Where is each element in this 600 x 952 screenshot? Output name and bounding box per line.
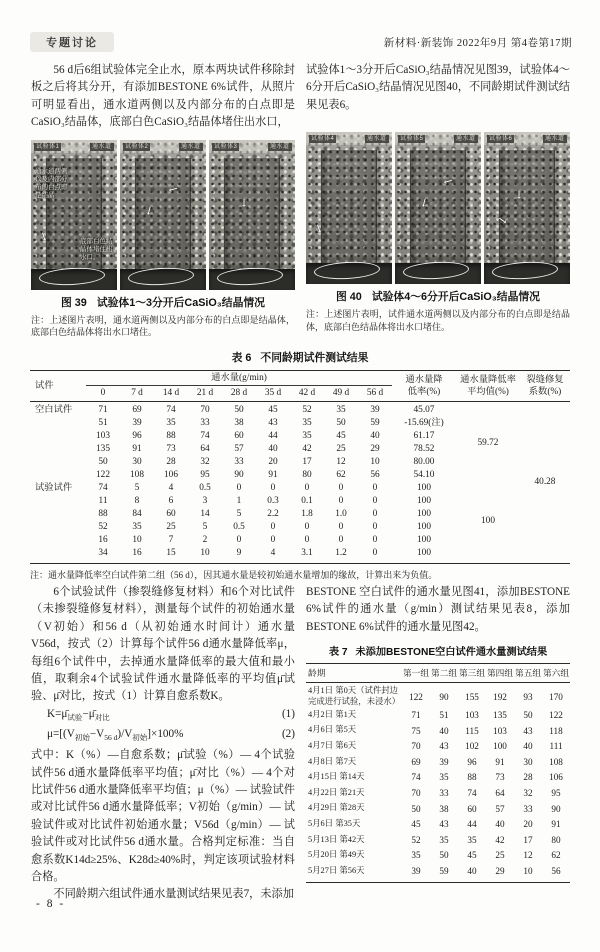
group-label-blank: 空白试件	[35, 405, 73, 415]
table-row: 122 108 106 95 90 91 80 62 56 54.10	[96, 470, 435, 480]
specimen-photo	[484, 132, 570, 284]
water-channel-region	[224, 158, 281, 269]
table-row: 16 10 7 2 0 0 0 0 0 100	[98, 535, 431, 545]
figure-40	[306, 132, 570, 334]
table-row: 5月13日 第42天 52 35 35 42 17 80	[308, 834, 561, 845]
photo-label-chip-left: 试验体6	[489, 136, 513, 143]
table-6	[30, 350, 570, 581]
age-label: 4月2日 第1天	[308, 709, 357, 719]
table-7-body	[306, 683, 570, 883]
figure-39-caption: 图 39 试验体1～3分开后CaSiO₃结晶情况	[61, 296, 265, 309]
table-6-header	[30, 370, 570, 402]
photo-label-chip-right: 通水道	[543, 135, 567, 143]
equation-1-expression: $K=\mū_{试验}-\mū_{对比}$	[47, 707, 110, 723]
age-tick: 0	[100, 388, 106, 398]
table-row: 4月29日 第28天 50 38 60 57 33 90	[308, 803, 561, 814]
table-row: 4月6日 第5天 75 40 115 103 43 118	[308, 725, 563, 736]
age-tick: 56 d	[366, 388, 384, 398]
column-bottom-left	[31, 584, 295, 904]
page-number: - 8 -	[36, 898, 66, 910]
age-label: 4月15日 第14天	[308, 772, 365, 782]
figure-40-caption: 图 40 试验体4～6分开后CaSiO₃结晶情况	[336, 291, 540, 304]
equation-1	[31, 706, 295, 727]
age-label: 4月29日 第28天	[308, 803, 365, 813]
table-row: 34 16 15 10 9 4 3.1 1.2 0 100	[98, 548, 431, 558]
column-top-left	[31, 62, 295, 348]
table-row: 71 69 74 70 50 45 52 35 39 45.07	[98, 405, 435, 415]
age-label: 5月6日 第35天	[308, 818, 361, 828]
equation-2	[31, 726, 295, 747]
photo-label-chip-left: 试验体5	[400, 136, 424, 143]
table-row: 135 91 73 64 57 40 42 25 29 78.52	[96, 444, 435, 454]
annotation-arrow-icon: ↘	[511, 187, 527, 203]
column-header-group: 第二组	[430, 668, 458, 679]
age-label: 5月13日 第42天	[308, 834, 365, 844]
figure-40-photos	[306, 132, 570, 284]
age-label: 5月27日 第56天	[308, 865, 365, 875]
group1-average-value: 59.72	[477, 438, 499, 448]
photo-label-chip-right: 通水道	[179, 143, 203, 151]
age-tick: 14 d	[162, 388, 180, 398]
table-row: 4月15日 第14天 74 35 88 73 28 106	[308, 772, 563, 783]
repair-coefficient-value: 40.28	[534, 477, 556, 487]
table-row: 52 35 25 5 0.5 0 0 0 0 100	[98, 522, 431, 532]
table-row: 4月8日 第7天 69 39 96 91 30 108	[308, 756, 563, 767]
paragraph-intro-right: 试验体1～3分开后CaSiO₃结晶情况见图39，试验体4～6分开后CaSiO₃结晶情况见图40，不同龄期试件测试结果见表6。	[306, 64, 570, 111]
photo-label-chip-right: 通水道	[90, 143, 114, 151]
figure-39	[31, 140, 295, 340]
photo-annotation: 通水道两侧以及内部分布的白点即是结晶	[35, 167, 68, 199]
paragraph-intro-left: 56 d后6组试验体完全止水，原本两块试件移除封板之后将其分开，有添加BESTONE 6%试件，从照片可明显看出，通水道两侧以及内部分布的白点即是CaSiO₃结晶体，底部白色CaSiO₃结晶体堵住出水口，	[31, 64, 295, 129]
table-row: 4月2日 第1天 71 51 103 135 50 122	[308, 709, 563, 721]
group-label-test: 试验试件	[35, 483, 73, 493]
table-row: 4月22日 第21天 70 33 74 64 32 95	[308, 787, 561, 798]
age-label: 4月1日 第0天（试件封边完成进行试验，未浸水）	[308, 686, 401, 706]
table-row: 5月27日 第56天 39 59 40 29 10 56	[308, 865, 561, 876]
paragraph-method: 6个试验试件（掺裂缝修复材料）和6个对比试件（未掺裂缝修复材料），测量每个试件的初始通水量（V初始）和56 d（从初始通水时间计）通水量V56d，按式（2）计算每个试件56 d通水量降低率μ，每组6个试件中，去掉通水量降低率的最大值和最小值，取剩余4个试验试件通水量降低率的平均值μ̄试验、μ̄对比，按式（1）计算自愈系数K。	[31, 586, 295, 703]
table-6-title: 表 6 不同龄期试件测试结果	[231, 352, 369, 364]
table-row: 50 30 28 32 33 20 17 12 10 80.00	[98, 457, 435, 467]
annotation-arrow-icon: ↘	[440, 174, 456, 189]
table-7-header	[306, 663, 570, 683]
specimen-photo	[306, 132, 392, 284]
age-tick: 21 d	[196, 388, 214, 398]
specimen-photo	[209, 140, 295, 290]
table-row: 11 8 6 3 1 0.3 0.1 0 0 100	[98, 496, 431, 506]
table-row: 4月7日 第6天 70 43 102 100 40 111	[308, 740, 563, 752]
column-header-group: 第五组	[514, 668, 542, 679]
table-row: 103 96 88 74 60 44 35 45 40 61.17	[96, 431, 435, 441]
age-tick: 42 d	[298, 388, 316, 398]
photo-label-chip-right: 通水道	[454, 135, 478, 143]
annotation-arrow-icon: ↘	[141, 203, 157, 218]
annotation-arrow-icon: ↘	[311, 221, 326, 237]
age-tick: 49 d	[332, 388, 350, 398]
column-top-right	[306, 62, 570, 343]
equation-1-number: (1)	[281, 707, 295, 720]
column-header-average: 通水量降低率 平均值(%)	[460, 374, 516, 397]
photo-annotation: 底部白色结晶体堵住出水口。	[80, 237, 113, 261]
paragraph-transition: 不同龄期六组试件通水量测试结果见表7，未添加	[53, 888, 294, 901]
annotation-arrow-icon: ↘	[416, 196, 432, 211]
equation-2-number: (2)	[281, 728, 295, 741]
column-header-group: 第一组	[402, 668, 430, 679]
figure-40-note: 注：上述图片表明，试件通水道两侧以及内部分布的白点即是结晶体，底部白色结晶体将出水口堵住。	[306, 309, 570, 333]
specimen-photo	[395, 132, 481, 284]
figure-39-photos	[31, 140, 295, 290]
column-header-group: 第三组	[458, 668, 486, 679]
column-header-age: 龄期	[308, 668, 326, 679]
table-row: 88 84 60 14 5 2.2 1.8 1.0 0 100	[98, 509, 431, 519]
specimen-photo	[31, 140, 117, 290]
column-header-flow: 通水量(g/min)	[86, 371, 392, 386]
photo-label-chip-left: 试验体3	[214, 143, 238, 150]
table-6-age-ticks	[86, 386, 392, 401]
table-6-body	[30, 402, 570, 564]
column-bottom-right	[306, 584, 570, 883]
column-header-group: 第六组	[542, 668, 570, 679]
table-6-note: 注：通水量降低率空白试件第二组（56 d），因其通水量是较初始通水量增加的缘故，计算出来为负值。	[30, 570, 438, 580]
column-header-group: 第四组	[486, 668, 514, 679]
paragraph-definitions: 式中：K（%）—自愈系数；μ̄试验（%）— 4个试验试件56 d通水量降低率平均值；μ̄对比（%）— 4个对比试件56 d通水量降低率平均值；μ（%）— 试验试件或对比试件56 d通水量降低率；V初始（g/min）— 试验试件或对比试件初始通水量；V56d（g/min）— 试验试件或对比试件56 d通水量。合格判定标准：当自愈系数K14d≥25%、K28d≥40%时，判定该项试验材料合格。	[31, 749, 295, 883]
photo-label-chip-right: 通水道	[365, 135, 389, 143]
table-row: 4月1日 第0天（试件封边完成进行试验，未浸水） 122 90 155 192 93 170	[308, 686, 563, 706]
photo-label-chip-left: 试验体4	[311, 136, 335, 143]
column-header-rate: 通水量降 低率(%)	[405, 374, 443, 397]
age-label: 4月6日 第5天	[308, 725, 357, 735]
journal-title: 新材料·新装饰 2022年9月 第4卷第17期	[383, 37, 572, 49]
specimen-photo	[120, 140, 206, 290]
paragraph-results: BESTONE 空白试件的通水量见图41，添加BESTONE 6%试件的通水量（g/min）测试结果见表8，添加BESTONE 6%试件的通水量见图42。	[306, 586, 570, 633]
table-7	[306, 663, 570, 883]
annotation-arrow-icon: ↘	[236, 195, 252, 211]
age-tick: 35 d	[264, 388, 282, 398]
photo-label-chip-left: 试验体1	[36, 143, 60, 150]
group2-average-value: 100	[481, 516, 495, 526]
water-channel-region	[321, 150, 378, 263]
water-channel-region	[499, 150, 556, 263]
photo-label-chip-right: 通水道	[268, 143, 292, 151]
column-header-specimen: 试件	[35, 381, 54, 391]
table-row: 5月20日 第49天 35 50 45 25 12 62	[308, 850, 561, 861]
table-row: 5月6日 第35天 45 43 44 40 20 91	[308, 818, 561, 830]
age-label: 4月7日 第6天	[308, 740, 357, 750]
column-header-coefficient: 裂缝修复 系数(%)	[526, 374, 564, 397]
annotation-arrow-icon: ↘	[497, 214, 509, 228]
equation-2-expression: $\mu=[(V_{初始}-V_{56 d})/V_{初始}]\times 100\%$	[47, 728, 184, 743]
page-header	[30, 32, 572, 52]
photo-label-chip-left: 试验体2	[125, 143, 149, 150]
age-tick: 28 d	[230, 388, 248, 398]
age-label: 4月8日 第7天	[308, 756, 357, 766]
age-label: 5月20日 第49天	[308, 850, 365, 860]
figure-39-note: 注：上述图片表明，通水道两侧以及内部分布的白点即是结晶体，底部白色结晶体将出水口堵住。	[31, 314, 295, 338]
table-7-title: 表 7 未添加BESTONE空白试件通水量测试结果	[328, 647, 548, 659]
age-label: 4月22日 第21天	[308, 787, 365, 797]
annotation-arrow-icon: ↘	[36, 229, 51, 245]
table-row: 51 39 35 33 38 43 35 50 59 -15.69(注)	[98, 418, 444, 428]
annotation-arrow-icon: ↘	[165, 181, 181, 196]
age-tick: 7 d	[131, 388, 143, 398]
section-badge: 专题讨论	[30, 32, 114, 52]
table-row: 74 5 4 0.5 0 0 0 0 0 100	[98, 483, 431, 493]
